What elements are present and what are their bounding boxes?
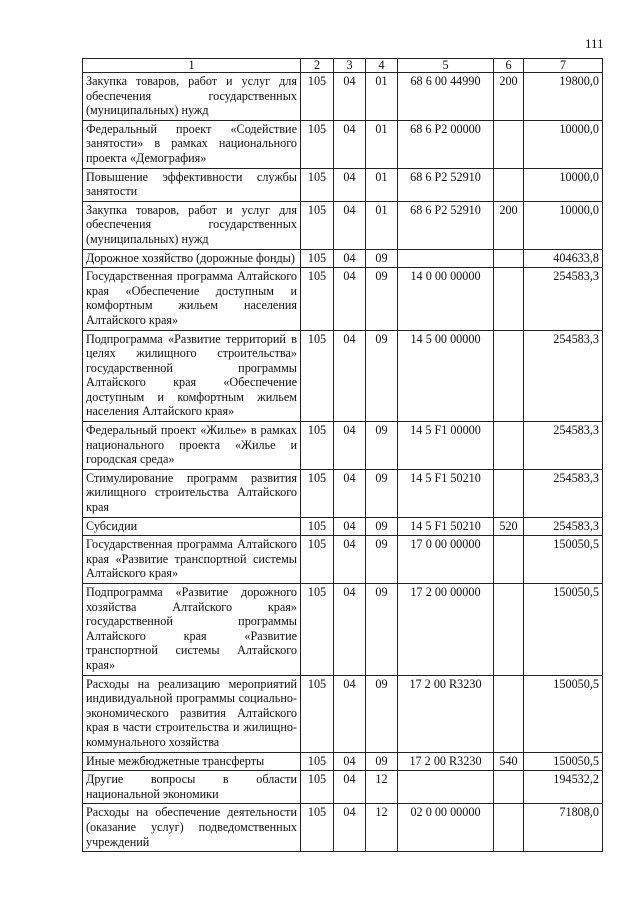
row-expense-type: 520 (494, 517, 524, 536)
row-grbs-code: 105 (301, 584, 334, 676)
row-grbs-code: 105 (301, 536, 334, 584)
row-grbs-code: 105 (301, 249, 334, 268)
row-grbs-code: 105 (301, 752, 334, 771)
row-name: Подпрограмма «Развитие территорий в целях жилищного строительства» государственной программы Алтайского края «Обеспечение доступным и комфортным жильем населения Алтайского края» (83, 330, 301, 422)
row-grbs-code: 105 (301, 771, 334, 804)
row-target-article: 14 5 F1 00000 (398, 422, 494, 470)
row-expense-type (494, 268, 524, 330)
row-subsection-code: 09 (366, 249, 398, 268)
row-target-article (398, 249, 494, 268)
row-target-article: 17 2 00 R3230 (398, 752, 494, 771)
table-row (83, 73, 603, 121)
row-section-code: 04 (334, 73, 366, 121)
row-section-code: 04 (334, 752, 366, 771)
column-header: 4 (366, 59, 398, 73)
row-amount: 150050,5 (524, 584, 603, 676)
row-grbs-code: 105 (301, 675, 334, 752)
row-amount: 150050,5 (524, 675, 603, 752)
row-expense-type (494, 804, 524, 852)
row-target-article: 68 6 P2 52910 (398, 168, 494, 201)
row-grbs-code: 105 (301, 469, 334, 517)
row-amount: 254583,3 (524, 422, 603, 470)
row-name: Расходы на обеспечение деятельности (оказание услуг) подведомственных учреждений (83, 804, 301, 852)
table-row (83, 201, 603, 249)
row-name: Дорожное хозяйство (дорожные фонды) (83, 249, 301, 268)
row-grbs-code: 105 (301, 422, 334, 470)
row-name: Федеральный проект «Жилье» в рамках национального проекта «Жилье и городская среда» (83, 422, 301, 470)
row-amount: 254583,3 (524, 268, 603, 330)
row-name: Подпрограмма «Развитие дорожного хозяйства Алтайского края» государственной программы Алтайского края «Развитие транспортной системы Алтайского края» (83, 584, 301, 676)
table-row (83, 422, 603, 470)
row-expense-type (494, 168, 524, 201)
row-section-code: 04 (334, 469, 366, 517)
row-expense-type (494, 469, 524, 517)
row-amount: 71808,0 (524, 804, 603, 852)
row-section-code: 04 (334, 330, 366, 422)
row-subsection-code: 01 (366, 168, 398, 201)
row-subsection-code: 09 (366, 268, 398, 330)
row-expense-type (494, 771, 524, 804)
row-target-article: 14 5 00 00000 (398, 330, 494, 422)
row-target-article: 02 0 00 00000 (398, 804, 494, 852)
row-amount: 10000,0 (524, 201, 603, 249)
table-row (83, 804, 603, 852)
column-header: 6 (494, 59, 524, 73)
table-row (83, 168, 603, 201)
row-grbs-code: 105 (301, 804, 334, 852)
table-row (83, 469, 603, 517)
column-header: 5 (398, 59, 494, 73)
row-target-article: 14 5 F1 50210 (398, 517, 494, 536)
row-target-article: 17 2 00 R3230 (398, 675, 494, 752)
table-header-row (83, 59, 603, 73)
row-expense-type (494, 249, 524, 268)
row-expense-type (494, 584, 524, 676)
column-header: 1 (83, 59, 301, 73)
column-header: 2 (301, 59, 334, 73)
row-amount: 404633,8 (524, 249, 603, 268)
row-section-code: 04 (334, 675, 366, 752)
row-name: Субсидии (83, 517, 301, 536)
row-grbs-code: 105 (301, 73, 334, 121)
table-row (83, 268, 603, 330)
row-subsection-code: 09 (366, 469, 398, 517)
row-expense-type: 200 (494, 201, 524, 249)
row-grbs-code: 105 (301, 268, 334, 330)
row-amount: 254583,3 (524, 517, 603, 536)
row-grbs-code: 105 (301, 168, 334, 201)
row-target-article: 68 6 00 44990 (398, 73, 494, 121)
table-row (83, 330, 603, 422)
row-subsection-code: 09 (366, 584, 398, 676)
row-name: Государственная программа Алтайского края «Обеспечение доступным и комфортным жильем населения Алтайского края» (83, 268, 301, 330)
row-amount: 10000,0 (524, 168, 603, 201)
row-target-article: 14 0 00 00000 (398, 268, 494, 330)
table-row (83, 771, 603, 804)
row-name: Повышение эффективности службы занятости (83, 168, 301, 201)
row-section-code: 04 (334, 268, 366, 330)
row-name: Стимулирование программ развития жилищного строительства Алтайского края (83, 469, 301, 517)
table-row (83, 517, 603, 536)
row-section-code: 04 (334, 804, 366, 852)
row-target-article: 14 5 F1 50210 (398, 469, 494, 517)
page-number: 111 (585, 36, 604, 51)
row-subsection-code: 01 (366, 73, 398, 121)
table-row (83, 249, 603, 268)
row-subsection-code: 01 (366, 120, 398, 168)
column-header: 3 (334, 59, 366, 73)
row-expense-type: 540 (494, 752, 524, 771)
row-name: Другие вопросы в области национальной экономики (83, 771, 301, 804)
row-name: Федеральный проект «Содействие занятости» в рамках национального проекта «Демография» (83, 120, 301, 168)
row-expense-type: 200 (494, 73, 524, 121)
table-row (83, 584, 603, 676)
row-section-code: 04 (334, 536, 366, 584)
row-subsection-code: 09 (366, 675, 398, 752)
budget-table (82, 58, 603, 852)
row-subsection-code: 09 (366, 536, 398, 584)
table-row (83, 752, 603, 771)
row-section-code: 04 (334, 249, 366, 268)
row-target-article: 17 2 00 00000 (398, 584, 494, 676)
row-expense-type (494, 330, 524, 422)
row-amount: 150050,5 (524, 536, 603, 584)
row-subsection-code: 09 (366, 752, 398, 771)
row-subsection-code: 12 (366, 771, 398, 804)
row-subsection-code: 09 (366, 422, 398, 470)
row-expense-type (494, 422, 524, 470)
row-expense-type (494, 536, 524, 584)
row-section-code: 04 (334, 201, 366, 249)
row-section-code: 04 (334, 771, 366, 804)
row-section-code: 04 (334, 584, 366, 676)
row-name: Государственная программа Алтайского края «Развитие транспортной системы Алтайского края» (83, 536, 301, 584)
row-subsection-code: 09 (366, 517, 398, 536)
row-name: Закупка товаров, работ и услуг для обеспечения государственных (муниципальных) нужд (83, 73, 301, 121)
row-section-code: 04 (334, 120, 366, 168)
row-target-article: 68 6 P2 00000 (398, 120, 494, 168)
row-grbs-code: 105 (301, 201, 334, 249)
row-amount: 19800,0 (524, 73, 603, 121)
row-section-code: 04 (334, 168, 366, 201)
row-target-article (398, 771, 494, 804)
column-header: 7 (524, 59, 603, 73)
row-target-article: 17 0 00 00000 (398, 536, 494, 584)
row-amount: 254583,3 (524, 330, 603, 422)
row-section-code: 04 (334, 517, 366, 536)
row-amount: 150050,5 (524, 752, 603, 771)
table-row (83, 536, 603, 584)
row-name: Иные межбюджетные трансферты (83, 752, 301, 771)
row-expense-type (494, 120, 524, 168)
row-target-article: 68 6 P2 52910 (398, 201, 494, 249)
row-expense-type (494, 675, 524, 752)
row-subsection-code: 01 (366, 201, 398, 249)
row-subsection-code: 09 (366, 330, 398, 422)
row-grbs-code: 105 (301, 330, 334, 422)
row-grbs-code: 105 (301, 120, 334, 168)
row-grbs-code: 105 (301, 517, 334, 536)
row-name: Закупка товаров, работ и услуг для обеспечения государственных (муниципальных) нужд (83, 201, 301, 249)
table-row (83, 675, 603, 752)
row-amount: 10000,0 (524, 120, 603, 168)
row-section-code: 04 (334, 422, 366, 470)
table-row (83, 120, 603, 168)
row-amount: 254583,3 (524, 469, 603, 517)
row-subsection-code: 12 (366, 804, 398, 852)
row-name: Расходы на реализацию мероприятий индивидуальной программы социально-экономического развития Алтайского края в части строительства и жилищно-коммунального хозяйства (83, 675, 301, 752)
row-amount: 194532,2 (524, 771, 603, 804)
